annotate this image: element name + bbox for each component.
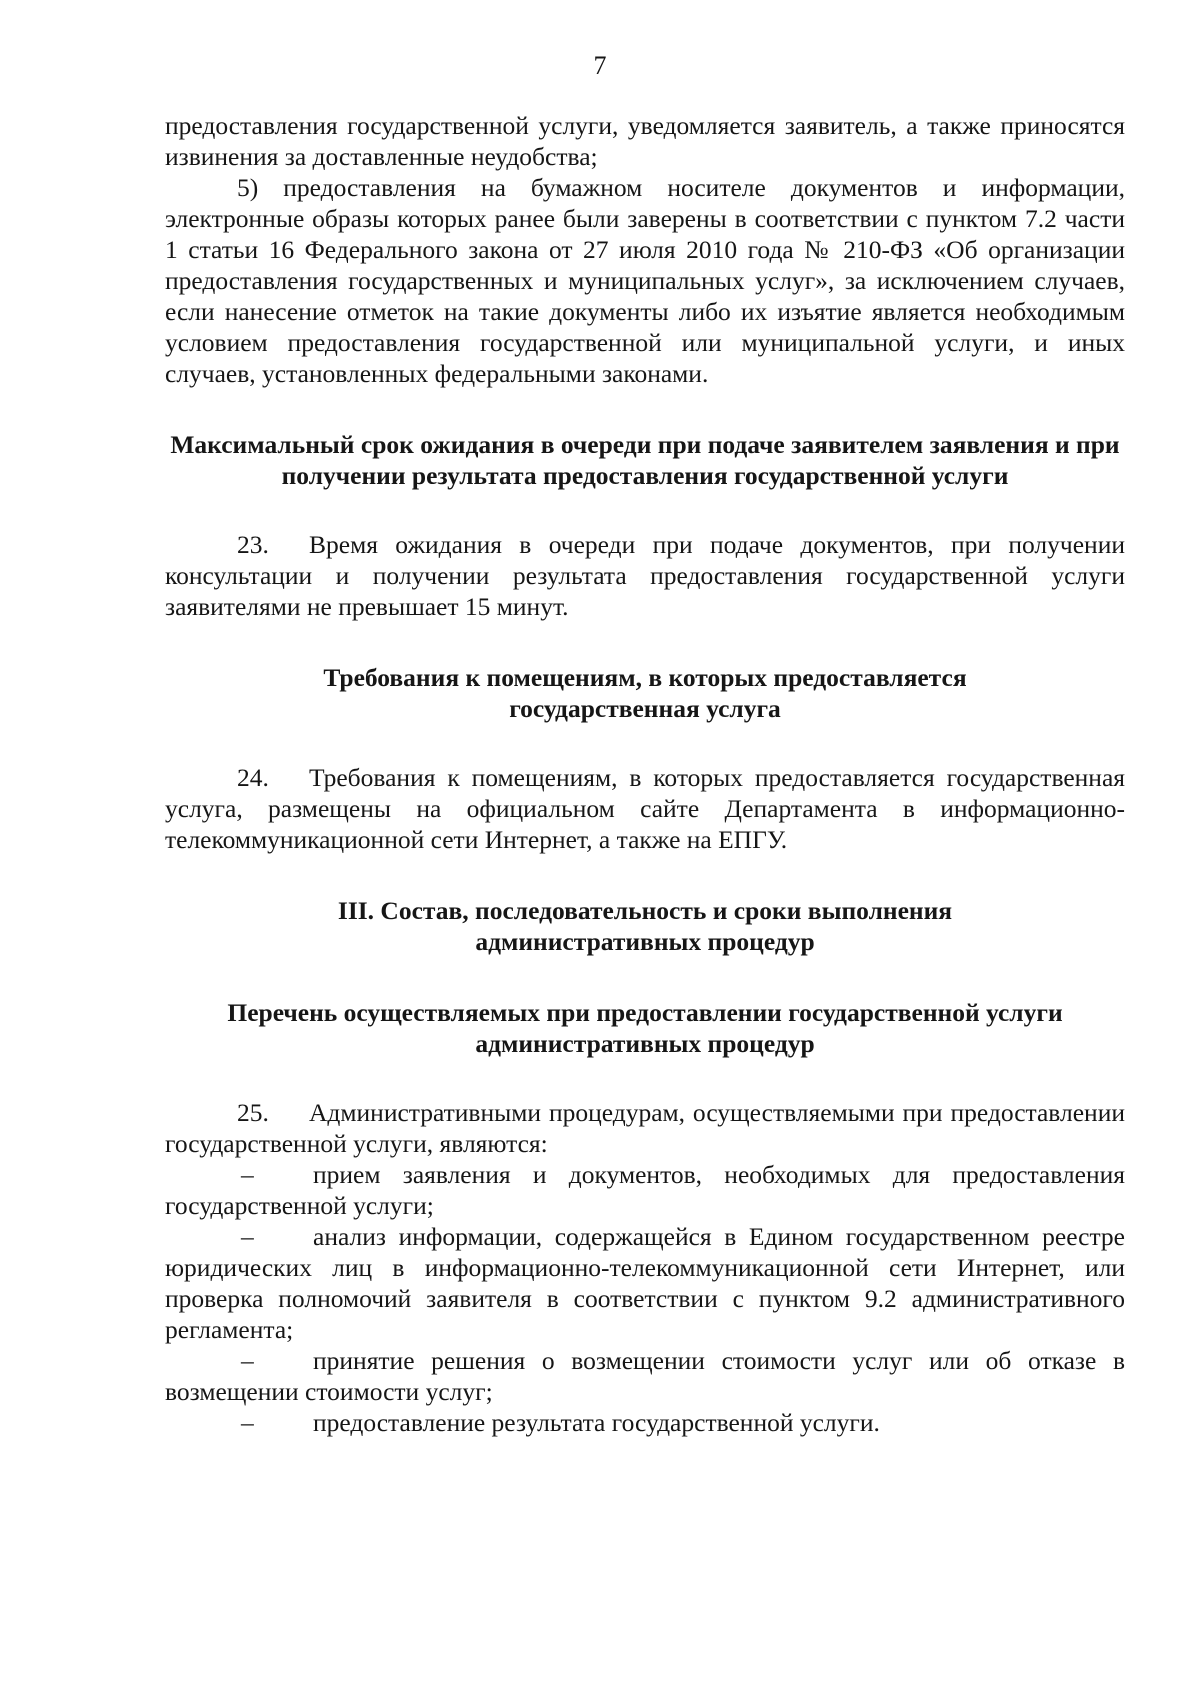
dash-marker: – (241, 1408, 254, 1437)
item-text-23: Время ожидания в очереди при подаче документов, при получении консультации и получении результата предоставления государственной услуги заявителями не превышает 15 минут. (165, 530, 1125, 621)
list-item-text: предоставление результата государственной услуги. (313, 1408, 880, 1437)
heading-section-iii (165, 895, 1125, 957)
item-number-25: 25. (237, 1098, 269, 1127)
list-item-text: прием заявления и документов, необходимых для предоставления государственной услуги; (165, 1160, 1125, 1220)
paragraph-continuation: предоставления государственной услуги, уведомляется заявитель, а также приносятся извинения за доставленные неудобства; (165, 111, 1125, 171)
page-number: 7 (593, 51, 607, 80)
dash-marker: – (241, 1346, 254, 1375)
heading-queue-waiting-time: Максимальный срок ожидания в очереди при подаче заявителем заявления и при получении результата предоставления государственной услуги (170, 430, 1120, 490)
dash-marker: – (241, 1160, 254, 1189)
item-text-24: Требования к помещениям, в которых предоставляется государственная услуга, размещены на официальном сайте Департамента в информационно-телекоммуникационной сети Интернет, а также на ЕПГУ. (165, 763, 1125, 854)
heading-premises-requirements (165, 662, 1125, 724)
paragraph-23 (165, 529, 1125, 622)
item-number-23: 23. (237, 530, 269, 559)
heading-premises-line2: государственная услуга (509, 694, 781, 723)
heading-section-iii-line2: административных процедур (475, 927, 815, 956)
heading-procedures-line2: административных процедур (475, 1029, 815, 1058)
list-item (165, 1159, 1125, 1221)
list-item-text: принятие решения о возмещении стоимости услуг или об отказе в возмещении стоимости услуг; (165, 1346, 1125, 1406)
item-number-24: 24. (237, 763, 269, 792)
list-item (165, 1345, 1125, 1407)
item-text-25: Административными процедурам, осуществляемыми при предоставлении государственной услуги, являются: (165, 1098, 1125, 1158)
list-item (165, 1221, 1125, 1345)
paragraph-25 (165, 1097, 1125, 1159)
heading-procedures-list (165, 997, 1125, 1059)
list-item-text: анализ информации, содержащейся в Едином государственном реестре юридических лиц в информационно-телекоммуникационной сети Интернет, или проверка полномочий заявителя в соответствии с пунктом 9.2 административного регламента; (165, 1222, 1125, 1344)
paragraph-item-5: 5) предоставления на бумажном носителе документов и информации, электронные образы которых ранее были заверены в соответствии с пунктом 7.2 части 1 статьи 16 Федерального закона от 27 июля 2010 года № 210-ФЗ «Об организации предоставления государственных и муниципальных услуг», за исключением случаев, если нанесение отметок на такие документы либо их изъятие является необходимым условием предоставления государственной или муниципальной услуги, и иных случаев, установленных федеральными законами. (165, 173, 1125, 388)
paragraph-24 (165, 762, 1125, 855)
heading-section-iii-line1: III. Состав, последовательность и сроки выполнения (337, 896, 953, 925)
heading-premises-line1: Требования к помещениям, в которых предоставляется (323, 663, 967, 692)
dash-marker: – (241, 1222, 254, 1251)
heading-procedures-line1: Перечень осуществляемых при предоставлении государственной услуги (227, 998, 1063, 1027)
document-body (165, 110, 1125, 1438)
list-item (165, 1407, 1125, 1438)
